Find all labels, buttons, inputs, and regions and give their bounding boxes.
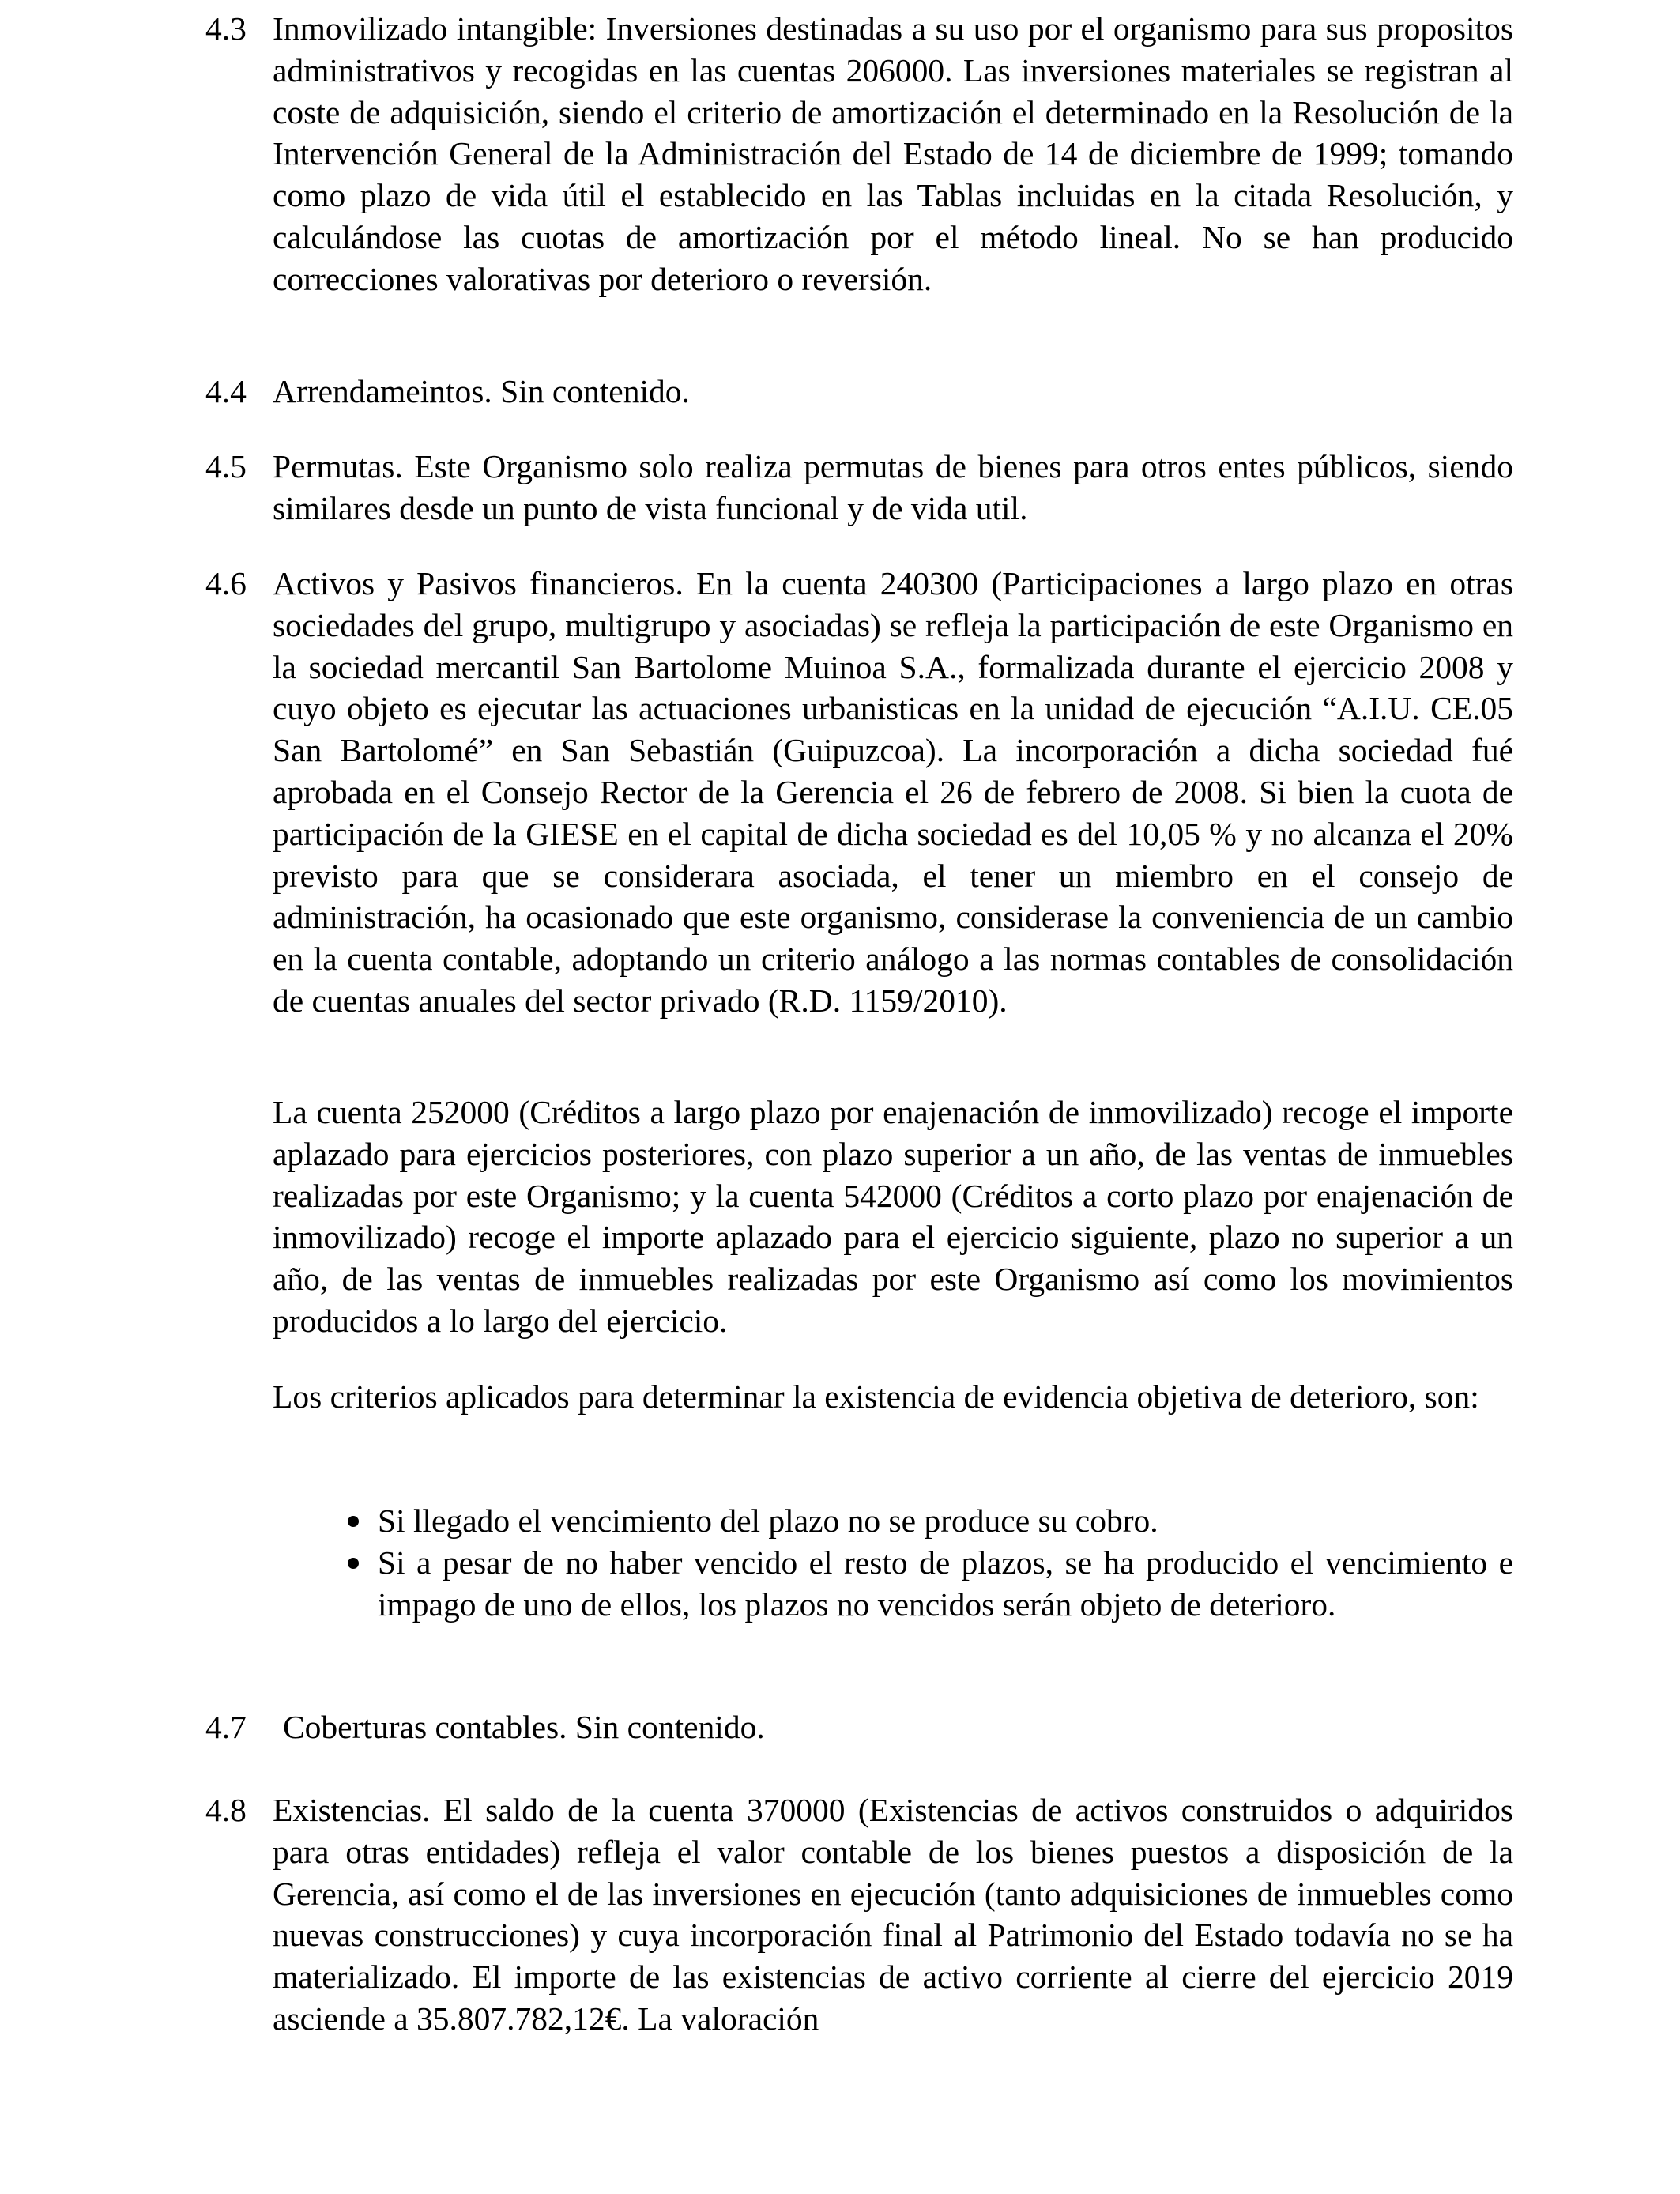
section-4-8 (205, 1789, 1513, 2040)
bullet-list (340, 1500, 1513, 1625)
section-text: Inmovilizado intangible: Inversiones destinadas a su uso por el organismo para sus propositos administrativos y recogidas en las cuentas 206000. Las inversiones materiales se registran al coste de adquisición, siendo el criterio de amortización el determinado en la Resolución de la Intervención General de la Administración del Estado de 14 de diciembre de 1999; tomando como plazo de vida útil el establecido en las Tablas incluidas en la citada Resolución, y calculándose las cuotas de amortización por el método lineal. No se han producido correcciones valorativas por deterioro o reversión. (273, 10, 1513, 297)
section-text: Arrendameintos. Sin contenido. (273, 373, 690, 409)
section-text: Permutas. Este Organismo solo realiza permutas de bienes para otros entes públicos, siendo similares desde un punto de vista funcional y de vida util. (273, 448, 1513, 526)
section-text: Activos y Pasivos financieros. En la cuenta 240300 (Participaciones a largo plazo en otras sociedades del grupo, multigrupo y asociadas) se refleja la participación de este Organismo en la sociedad mercantil San Bartolome Muinoa S.A., formalizada durante el ejercicio 2008 y cuyo objeto es ejecutar las actuaciones urbanisticas en la unidad de ejecución “A.I.U. CE.05 San Bartolomé” en San Sebastián (Guipuzcoa). La incorporación a dicha sociedad fué aprobada en el Consejo Rector de la Gerencia el 26 de febrero de 2008. Si bien la cuota de participación de la GIESE en el capital de dicha sociedad es del 10,05 % y no alcanza el 20% previsto para que se considerara asociada, el tener un miembro en el consejo de administración, ha ocasionado que este organismo, considerase la conveniencia de un cambio en la cuenta contable, adoptando un criterio análogo a las normas contables de consolidación de cuentas anuales del sector privado (R.D. 1159/2010). (273, 565, 1513, 1019)
bullet-icon (348, 1558, 359, 1569)
paragraph-criterios: Los criterios aplicados para determinar la existencia de evidencia objetiva de deterioro, son: (273, 1378, 1479, 1415)
section-4-6 (205, 563, 1513, 1022)
list-item-text: Si llegado el vencimiento del plazo no se produce su cobro. (378, 1502, 1158, 1539)
section-number: 4.8 (205, 1792, 247, 1828)
section-text: Coberturas contables. Sin contenido. (283, 1709, 765, 1745)
section-4-5 (205, 446, 1513, 530)
list-item (340, 1500, 1513, 1542)
section-number: 4.6 (205, 565, 247, 601)
section-4-3 (205, 8, 1513, 300)
list-item-text: Si a pesar de no haber vencido el resto de plazos, se ha producido el vencimiento e impago de uno de ellos, los plazos no vencidos serán objeto de deterioro. (378, 1544, 1513, 1623)
section-number: 4.4 (205, 373, 247, 409)
paragraph-cuenta-252000: La cuenta 252000 (Créditos a largo plazo por enajenación de inmovilizado) recoge el importe aplazado para ejercicios posteriores, con plazo superior a un año, de las ventas de inmuebles realizadas por este Organismo; y la cuenta 542000 (Créditos a corto plazo por enajenación de inmovilizado) recoge el importe aplazado para el ejercicio siguiente, plazo no superior a un año, de las ventas de inmuebles realizadas por este Organismo así como los movimientos producidos a lo largo del ejercicio. (273, 1094, 1513, 1339)
list-item (340, 1542, 1513, 1626)
section-number: 4.7 (205, 1709, 247, 1745)
section-number: 4.3 (205, 10, 247, 47)
section-text: Existencias. El saldo de la cuenta 370000 (Existencias de activos construidos o adquiridos para otras entidades) refleja el valor contable de los bienes puestos a disposición de la Gerencia, así como el de las inversiones en ejecución (tanto adquisiciones de inmuebles como nuevas construcciones) y cuya incorporación final al Patrimonio del Estado todavía no se ha materializado. El importe de las existencias de activo corriente al cierre del ejercicio 2019 asciende a 35.807.782,12€. La valoración (273, 1792, 1513, 2037)
section-4-4 (205, 371, 1513, 413)
section-number: 4.5 (205, 448, 247, 484)
bullet-icon (348, 1516, 359, 1527)
section-4-7 (205, 1706, 1513, 1748)
